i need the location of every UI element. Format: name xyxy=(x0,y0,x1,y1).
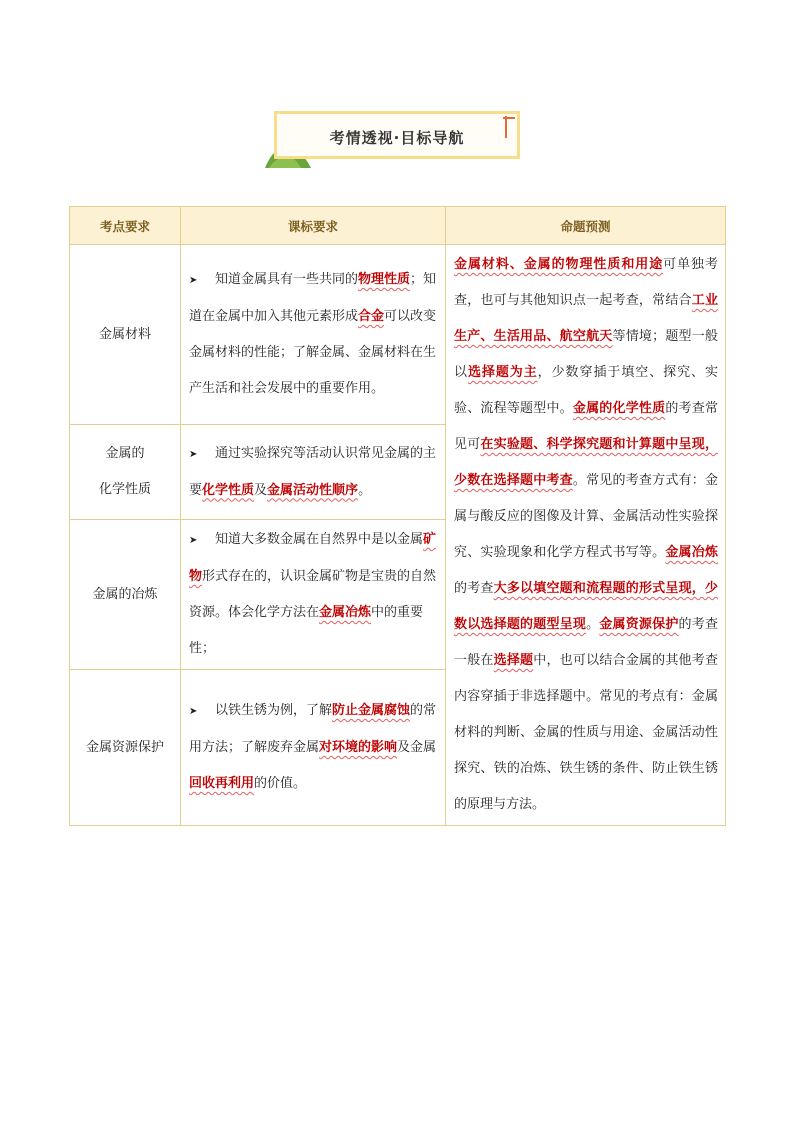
arrowhead-icon: ➤ xyxy=(189,706,198,717)
table-header-row xyxy=(70,207,726,245)
key-term: 化学性质 xyxy=(202,482,255,498)
topic-cell: 金属材料 xyxy=(70,245,181,425)
header-requirements: 课标要求 xyxy=(181,207,446,245)
key-term: 工业生产、生活用品、航空航天 xyxy=(454,293,718,344)
banner-title: 考情透视·目标导航 xyxy=(329,129,465,147)
header-prediction: 命题预测 xyxy=(446,207,726,245)
key-term: 金属材料、金属的物理性质和用途 xyxy=(454,257,664,272)
key-term: 物理性质 xyxy=(358,272,411,287)
key-term: 大多以填空题和流程题的形式呈现，少数以选择题的题型呈现 xyxy=(454,581,718,632)
table-row xyxy=(70,245,726,425)
corner-mark-icon xyxy=(503,116,517,138)
key-term: 矿物 xyxy=(189,532,437,584)
arrowhead-icon: ➤ xyxy=(189,275,198,286)
key-term: 回收再利用 xyxy=(189,776,255,791)
requirement-cell: ➤ 知道大多数金属在自然界中是以金属矿物形式存在的，认识金属矿物是宝贵的自然资源。体会化学方法在金属冶炼中的重要性； xyxy=(181,520,446,670)
prediction-cell: 金属材料、金属的物理性质和用途可单独考查，也可与其他知识点一起考查，常结合工业生产、生活用品、航空航天等情境；题型一般以选择题为主，少数穿插于填空、探究、实验、流程等题型中。金属的化学性质的考查常见可在实验题、科学探究题和计算题中呈现，少数在选择题中考查。常见的考查方式有：金属与酸反应的图像及计算、金属活动性实验探究、实验现象和化学方程式书写等。金属冶炼的考查大多以填空题和流程题的形式呈现，少数以选择题的题型呈现。金属资源保护的考查一般在选择题中，也可以结合金属的其他考查内容穿插于非选择题中。常见的考点有：金属材料的判断、金属的性质与用途、金属活动性探究、铁的冶炼、铁生锈的条件、防止铁生锈的原理与方法。 xyxy=(446,245,726,826)
topic-cell: 金属资源保护 xyxy=(70,670,181,826)
header-topic: 考点要求 xyxy=(70,207,181,245)
key-term: 金属冶炼 xyxy=(319,605,372,620)
requirement-cell: ➤ 通过实验探究等活动认识常见金属的主要化学性质及金属活动性顺序。 xyxy=(181,425,446,520)
arrowhead-icon: ➤ xyxy=(189,535,198,546)
arrowhead-icon: ➤ xyxy=(189,448,198,460)
key-term: 选择题为主 xyxy=(467,365,538,380)
requirement-cell: ➤ 以铁生锈为例，了解防止金属腐蚀的常用方法；了解废弃金属对环境的影响及金属回收再利用的价值。 xyxy=(181,670,446,826)
key-term: 选择题 xyxy=(493,653,534,668)
requirement-cell: ➤ 知道金属具有一些共同的物理性质；知道在金属中加入其他元素形成合金可以改变金属材料的性能；了解金属、金属材料在生产生活和社会发展中的重要作用。 xyxy=(181,245,446,425)
key-term: 对环境的影响 xyxy=(319,740,398,755)
key-term: 在实验题、科学探究题和计算题中呈现，少数在选择题中考查 xyxy=(454,437,718,488)
section-banner xyxy=(265,108,525,168)
topic-cell: 金属的冶炼 xyxy=(70,520,181,670)
key-term: 金属活动性顺序 xyxy=(267,482,359,498)
key-term: 金属的化学性质 xyxy=(572,401,666,416)
banner-frame xyxy=(274,111,520,159)
key-term: 金属冶炼 xyxy=(665,545,718,560)
topic-cell: 金属的 化学性质 xyxy=(70,425,181,520)
exam-table xyxy=(69,206,726,826)
key-term: 防止金属腐蚀 xyxy=(332,703,411,718)
key-term: 金属资源保护 xyxy=(599,617,679,632)
key-term: 合金 xyxy=(358,309,385,324)
